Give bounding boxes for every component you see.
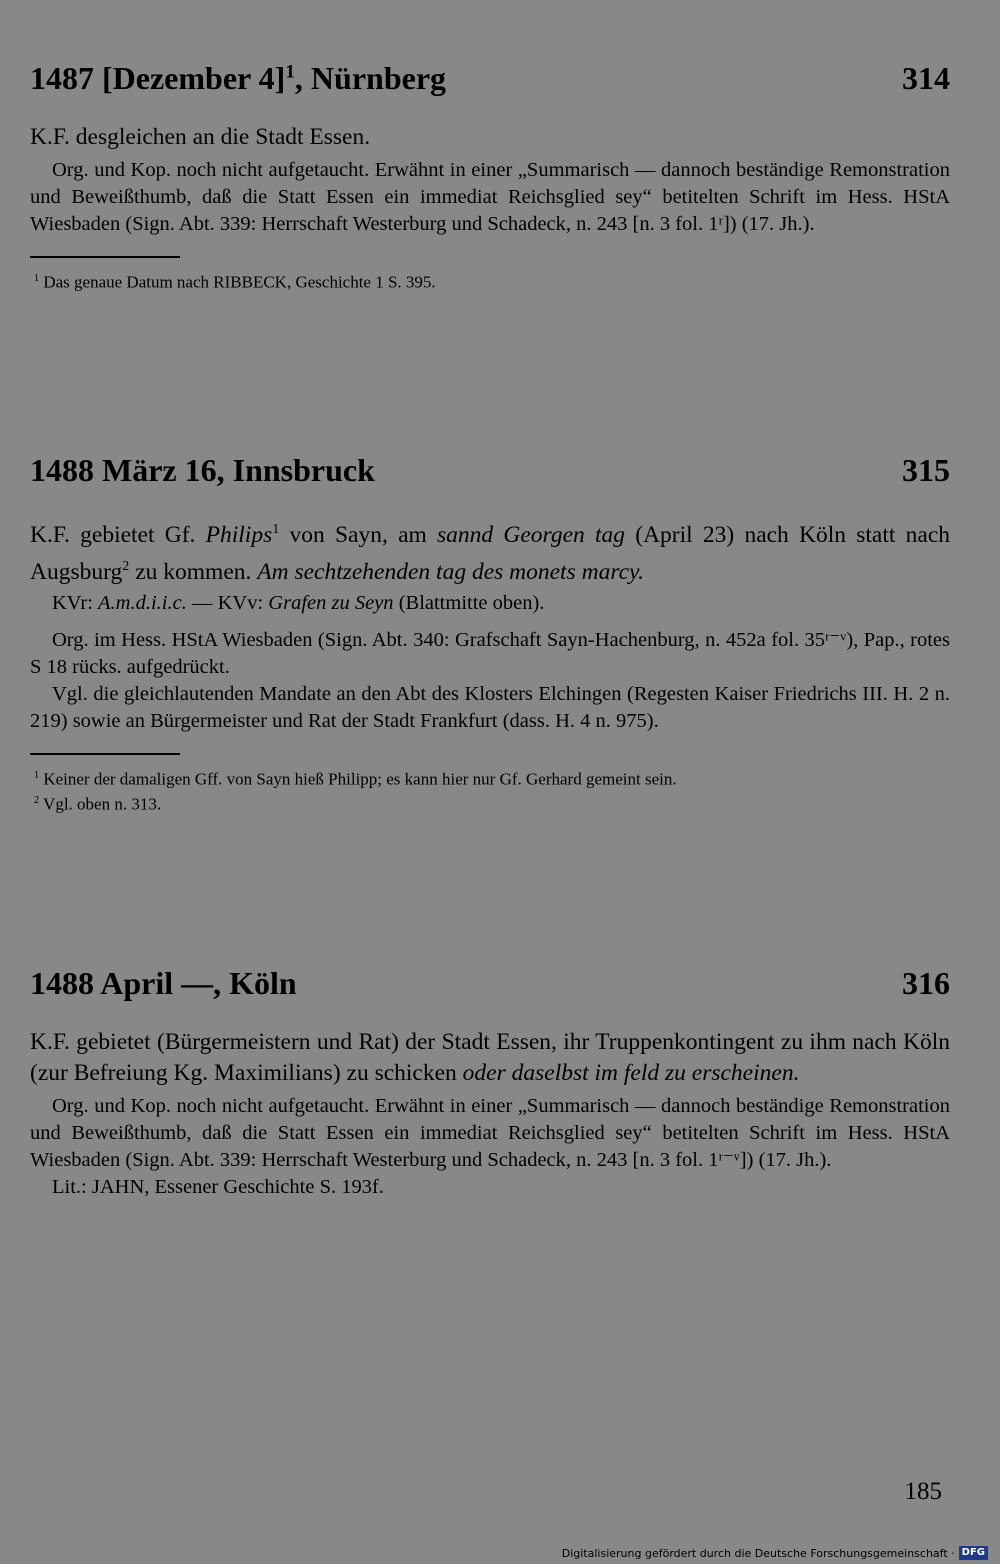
entry-heading <box>30 965 950 1015</box>
footnote: $^2$ Vgl. oben n. 313. <box>34 794 162 814</box>
entry-number: 315 <box>902 452 950 488</box>
credit-text: Digitalisierung gefördert durch die Deutsche Forschungsgemeinschaft · <box>561 1546 955 1560</box>
entry-note: Org. und Kop. noch nicht aufgetaucht. Erwähnt in einer „Summarisch — dannoch beständige Remonstration und Beweißthumb, daß die Statt Essen ein immediat Reichsglied sey“ betitelten Schrift im Hess. HStA Wiesbaden (Sign. Abt. 339: Herrschaft Westerburg und Schadeck, n. 243 [n. 3 fol. 1ʳ⁻ᵛ]) (17. Jh.). <box>30 1095 950 1171</box>
entry-title: 1487 [Dezember 4]$^1$, Nürnberg <box>30 60 447 96</box>
entry-summary: K.F. gebietet Gf. Philips$^1$ von Sayn, am sannd Georgen tag (April 23) nach Köln statt nach Augsburg$^2$ zu kommen. Am sechtzehenden tag des monets marcy. <box>30 521 951 585</box>
entry-summary: K.F. gebietet (Bürgermeistern und Rat) der Stadt Essen, ihr Truppenkontingent zu ihm nach Köln (zur Befreiung Kg. Maximilians) zu schicken oder daselbst im feld zu erscheinen. <box>30 1029 950 1086</box>
regest-entry-315 <box>30 452 950 816</box>
literature-note: Lit.: JAHN, Essener Geschichte S. 193f. <box>52 1176 384 1198</box>
entry-note: Vgl. die gleichlautenden Mandate an den Abt des Klosters Elchingen (Regesten Kaiser Friedrichs III. H. 2 n. 219) sowie an Bürgermeister und Rat der Stadt Frankfurt (dass. H. 4 n. 975). <box>30 682 950 732</box>
digitization-credit <box>562 1546 988 1560</box>
page-number: 185 <box>904 1478 942 1505</box>
entry-heading <box>30 60 950 110</box>
entry-title: 1488 März 16, Innsbruck <box>30 452 375 488</box>
dfg-logo: DFG <box>959 1546 988 1560</box>
entry-note: Org. und Kop. noch nicht aufgetaucht. Erwähnt in einer „Summarisch — dannoch beständige Remonstration und Beweißthumb, daß die Statt Essen ein immediat Reichsglied sey“ betitelten Schrift im Hess. HStA Wiesbaden (Sign. Abt. 339: Herrschaft Westerburg und Schadeck, n. 243 [n. 3 fol. 1ʳ]) (17. Jh.). <box>30 159 950 235</box>
entry-summary: K.F. desgleichen an die Stadt Essen. <box>30 124 371 150</box>
entry-note: Org. im Hess. HStA Wiesbaden (Sign. Abt. 340: Grafschaft Sayn-Hachenburg, n. 452a fol. 35ʳ⁻ᵛ), Pap., rotes S 18 rücks. aufgedrückt. <box>30 628 950 678</box>
entry-number: 314 <box>902 60 950 96</box>
footnote-rule <box>30 256 180 258</box>
endorsement-note: KVr: A.m.d.i.i.c. — KVv: Grafen zu Seyn (Blattmitte oben). <box>52 591 545 614</box>
entry-heading <box>30 452 950 502</box>
regest-entry-314 <box>30 60 950 294</box>
entry-number: 316 <box>902 965 950 1001</box>
footnote-rule <box>30 753 180 755</box>
footnote: $^1$ Das genaue Datum nach RIBBECK, Geschichte 1 S. 395. <box>34 272 436 292</box>
regest-entry-316 <box>30 965 950 1201</box>
entry-title: 1488 April —, Köln <box>30 965 297 1001</box>
footnote: $^1$ Keiner der damaligen Gff. von Sayn hieß Philipp; es kann hier nur Gf. Gerhard gemeint sein. <box>34 769 677 789</box>
